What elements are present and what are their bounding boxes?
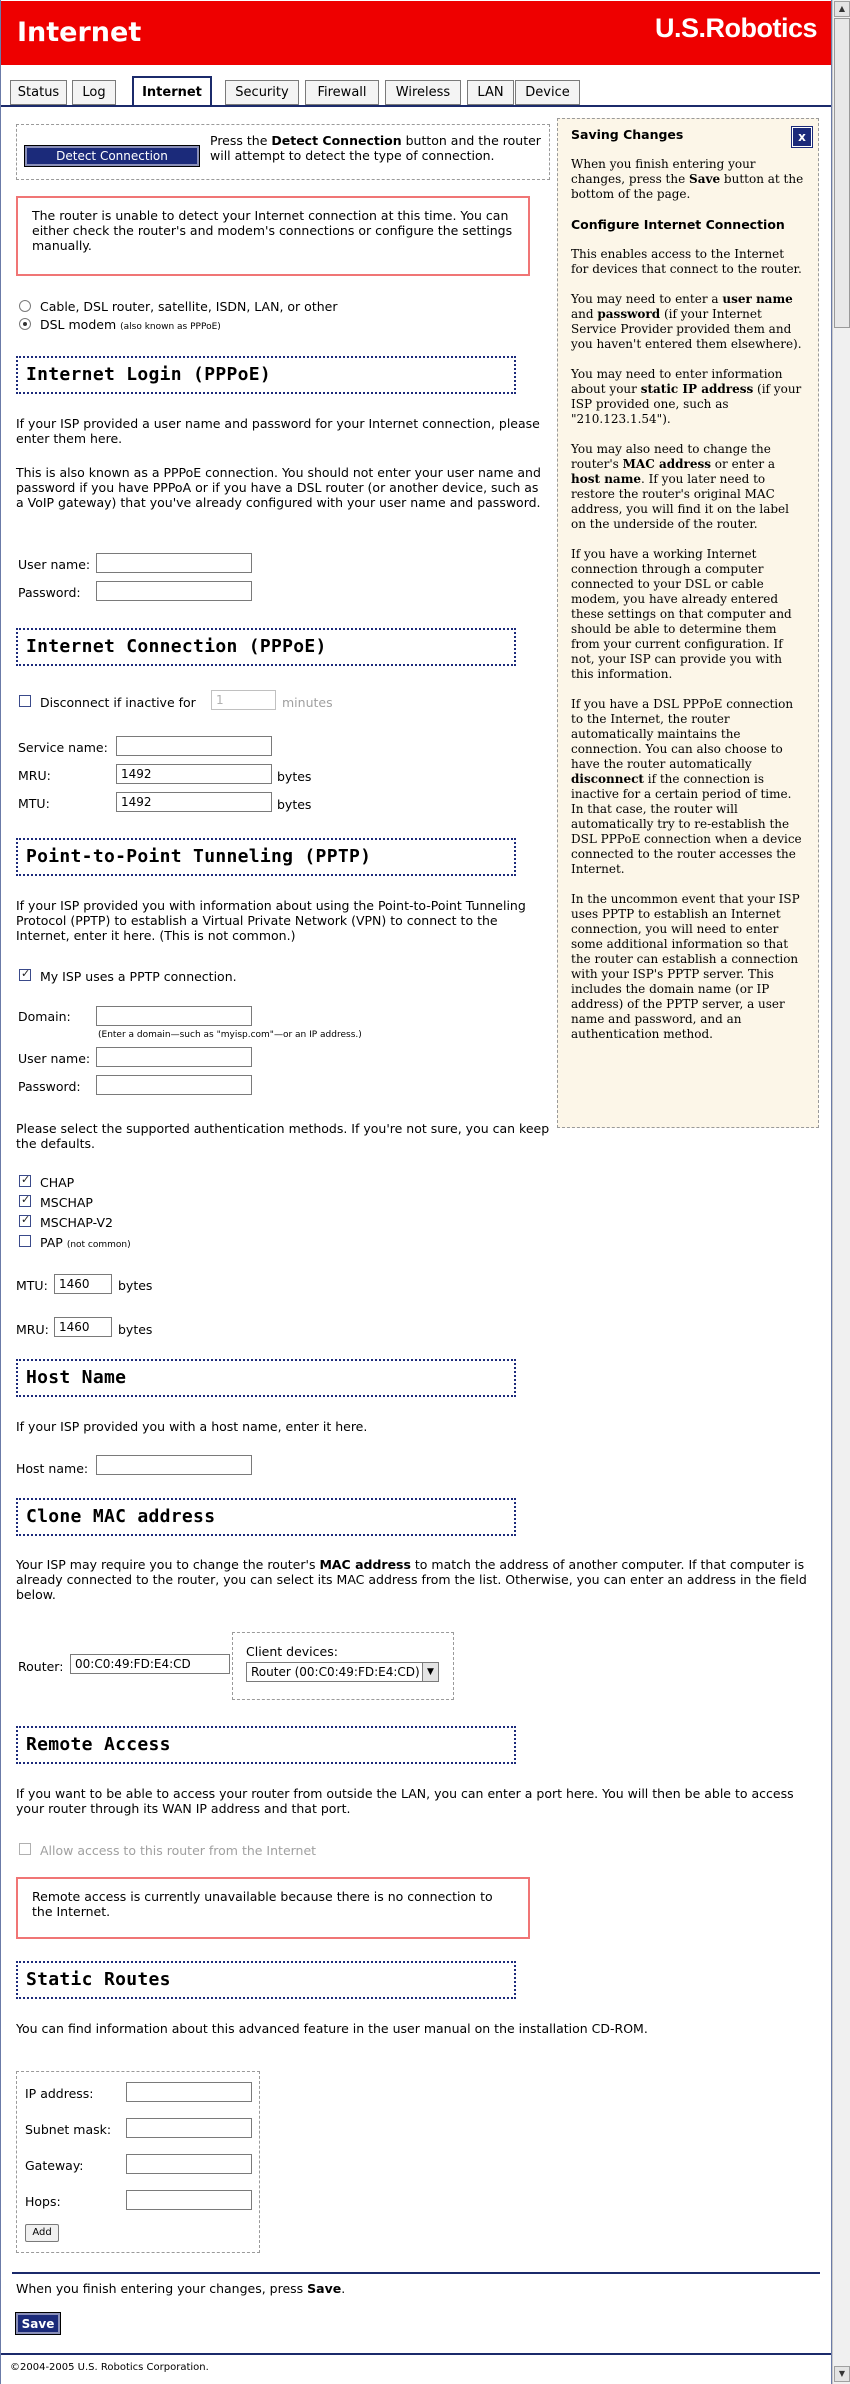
auth-mschapv2-label: MSCHAP-V2 xyxy=(40,1215,113,1230)
tab-underline xyxy=(1,105,831,107)
route-mask-label: Subnet mask: xyxy=(25,2122,112,2137)
pptp-domain-hint: (Enter a domain—such as "myisp.com"—or an IP address.) xyxy=(98,1030,362,1040)
help-paragraph-access: This enables access to the Internet for devices that connect to the router. xyxy=(571,247,802,276)
page-title: Internet xyxy=(17,17,142,48)
service-name-input[interactable] xyxy=(116,736,272,756)
detect-connection-panel xyxy=(16,124,550,180)
help-title: Saving Changes xyxy=(571,127,684,142)
tab-internet[interactable]: Internet xyxy=(132,76,212,107)
auth-mschapv2-checkbox[interactable] xyxy=(19,1215,31,1227)
pppoe-password-input[interactable] xyxy=(96,581,252,601)
pptp-username-label: User name: xyxy=(18,1051,91,1066)
save-button[interactable]: Save xyxy=(16,2313,60,2334)
disconnect-inactive-label: Disconnect if inactive for xyxy=(40,695,196,710)
pppoe-password-label: Password: xyxy=(18,585,81,600)
host-name-label: Host name: xyxy=(16,1461,89,1476)
pppoe-mru-unit: bytes xyxy=(277,769,312,784)
disconnect-minutes-unit: minutes xyxy=(282,695,333,710)
pppoe-mtu-unit: bytes xyxy=(277,797,312,812)
section-heading-remote-access: Remote Access xyxy=(16,1726,516,1764)
divider-top xyxy=(12,2272,820,2274)
client-devices-select[interactable] xyxy=(246,1662,439,1682)
pptp-auth-intro: Please select the supported authentication methods. If you're not sure, you can keep the defaults. xyxy=(16,1121,550,1151)
section-heading-clone-mac: Clone MAC address xyxy=(16,1498,516,1536)
scroll-down-icon[interactable]: ▼ xyxy=(834,2366,850,2382)
help-paragraph-credentials: You may need to enter a user name and password (if your Internet Service Provider provided them and you haven't entered them elsewhere). xyxy=(571,292,802,351)
clone-mac-intro: Your ISP may require you to change the router's MAC address to match the address of another computer. If that computer is already connected to the router, you can select its MAC address from the list. Otherwise, you can enter an address in the field below. xyxy=(16,1557,807,1602)
router-mac-label: Router: xyxy=(18,1659,64,1674)
auth-mschap-label: MSCHAP xyxy=(40,1195,93,1210)
client-devices-selected: Router (00:C0:49:FD:E4:CD) xyxy=(251,1665,420,1679)
section-heading-host-name: Host Name xyxy=(16,1359,516,1397)
pptp-domain-input[interactable] xyxy=(96,1006,252,1026)
auth-pap-checkbox[interactable] xyxy=(19,1235,31,1247)
pptp-mtu-unit: bytes xyxy=(118,1278,153,1293)
help-subheading: Configure Internet Connection xyxy=(571,217,785,232)
pppoe-mtu-input[interactable]: 1492 xyxy=(116,792,272,812)
route-ip-label: IP address: xyxy=(25,2086,94,2101)
help-sidebar xyxy=(557,118,819,1128)
tab-security[interactable]: Security xyxy=(225,80,299,105)
remote-access-warning: Remote access is currently unavailable because there is no connection to the Internet. xyxy=(16,1877,530,1939)
route-gateway-input[interactable] xyxy=(126,2154,252,2174)
detect-warning: The router is unable to detect your Internet connection at this time. You can either check the router's and modem's connections or configure the settings manually. xyxy=(16,196,530,276)
auth-pap-label: PAP (not common) xyxy=(40,1235,131,1250)
auth-mschap-checkbox[interactable] xyxy=(19,1195,31,1207)
pppoe-username-input[interactable] xyxy=(96,553,252,573)
detect-connection-text: Press the Detect Connection button and the router will attempt to detect the type of connection. xyxy=(210,133,541,163)
route-ip-input[interactable] xyxy=(126,2082,252,2102)
radio-dsl-modem[interactable] xyxy=(19,318,31,330)
section-heading-internet-login: Internet Login (PPPoE) xyxy=(16,356,516,394)
auth-chap-label: CHAP xyxy=(40,1175,75,1190)
pptp-mru-label: MRU: xyxy=(16,1322,49,1337)
pppoe-mru-label: MRU: xyxy=(18,768,51,783)
pptp-mtu-input[interactable]: 1460 xyxy=(54,1274,112,1294)
finish-text: When you finish entering your changes, press Save. xyxy=(16,2281,346,2296)
tab-firewall[interactable]: Firewall xyxy=(305,80,379,105)
route-hops-input[interactable] xyxy=(126,2190,252,2210)
tab-device[interactable]: Device xyxy=(515,80,580,105)
pppoe-mtu-label: MTU: xyxy=(18,796,50,811)
radio-dsl-modem-label: DSL modem (also known as PPPoE) xyxy=(40,317,221,332)
add-route-button[interactable]: Add xyxy=(25,2224,59,2242)
remote-access-intro: If you want to be able to access your router from outside the LAN, you can enter a port here. You will then be able to access your router through its WAN IP address and that port. xyxy=(16,1786,794,1816)
scrollbar-thumb[interactable] xyxy=(834,18,850,328)
route-gateway-label: Gateway: xyxy=(25,2158,84,2173)
remote-access-label: Allow access to this router from the Internet xyxy=(40,1843,317,1858)
pptp-mru-unit: bytes xyxy=(118,1322,153,1337)
pppoe-username-label: User name: xyxy=(18,557,91,572)
section-heading-pptp: Point-to-Point Tunneling (PPTP) xyxy=(16,838,516,876)
divider-bottom xyxy=(1,2353,831,2355)
pptp-uses-label: My ISP uses a PPTP connection. xyxy=(40,969,237,984)
help-paragraph-saving: When you finish entering your changes, press the Save button at the bottom of the page. xyxy=(571,157,804,201)
help-paragraph-pptp: In the uncommon event that your ISP uses PPTP to establish an Internet connection, you will need to enter some additional information so that the router can establish a connection with your ISP's PPTP server. This includes the domain name (or IP address) of the PPTP server, a user name and password, and an authentication method. xyxy=(571,892,800,1041)
internet-login-note: This is also known as a PPPoE connection. You should not enter your user name and password if you have PPPoA or if you have a DSL router (or another device, such as a VoIP gateway) that you've already configured with your user name and password. xyxy=(16,465,541,510)
help-paragraph-static-ip: You may need to enter information about your static IP address (if your ISP provided one, such as "210.123.1.54"). xyxy=(571,367,802,426)
page-header xyxy=(1,1,831,65)
route-hops-label: Hops: xyxy=(25,2194,61,2209)
help-paragraph-pppoe: If you have a DSL PPPoE connection to the Internet, the router automatically maintains the connection. You can also choose to have the router automatically disconnect if the connection is inactive for a certain period of time. In that case, the router will automatically try to re-establish the DSL PPPoE connection when a device connected to the router accesses the Internet. xyxy=(571,697,802,876)
usrobotics-logo: U.S.Robotics xyxy=(654,13,817,43)
host-name-intro: If your ISP provided you with a host name, enter it here. xyxy=(16,1419,368,1434)
disconnect-minutes-input[interactable]: 1 xyxy=(211,690,276,710)
pptp-password-label: Password: xyxy=(18,1079,81,1094)
service-name-label: Service name: xyxy=(18,740,108,755)
pptp-uses-checkbox[interactable] xyxy=(19,969,31,981)
disconnect-inactive-checkbox[interactable] xyxy=(19,695,31,707)
vertical-scrollbar[interactable] xyxy=(832,0,850,2384)
pptp-mtu-label: MTU: xyxy=(16,1278,48,1293)
auth-chap-checkbox[interactable] xyxy=(19,1175,31,1187)
static-routes-intro: You can find information about this advanced feature in the user manual on the installation CD-ROM. xyxy=(16,2021,648,2036)
host-name-input[interactable] xyxy=(96,1455,252,1475)
tab-wireless[interactable]: Wireless xyxy=(385,80,461,105)
section-heading-static-routes: Static Routes xyxy=(16,1961,516,1999)
tab-lan[interactable]: LAN xyxy=(467,80,514,105)
radio-cable-label: Cable, DSL router, satellite, ISDN, LAN, or other xyxy=(40,299,338,314)
pptp-domain-label: Domain: xyxy=(18,1009,71,1024)
section-heading-internet-connection: Internet Connection (PPPoE) xyxy=(16,628,516,666)
pptp-username-input[interactable] xyxy=(96,1047,252,1067)
tab-status[interactable]: Status xyxy=(10,80,67,105)
scroll-up-icon[interactable]: ▲ xyxy=(834,1,850,17)
pptp-intro: If your ISP provided you with information about using the Point-to-Point Tunneling Protocol (PPTP) to establish a Virtual Private Network (VPN) to connect to the Internet, enter it here. (This is not common.) xyxy=(16,898,526,943)
help-paragraph-settings: If you have a working Internet connection through a computer connected to your DSL or cable modem, you have already entered these settings on that computer and should be able to determine them from your current configuration. If not, your ISP can provide you with this information. xyxy=(571,547,792,681)
route-mask-input[interactable] xyxy=(126,2118,252,2138)
internet-login-intro: If your ISP provided a user name and password for your Internet connection, please enter them here. xyxy=(16,416,540,446)
pptp-mru-input[interactable]: 1460 xyxy=(54,1317,112,1337)
remote-access-checkbox[interactable] xyxy=(19,1843,31,1855)
radio-cable[interactable] xyxy=(19,300,31,312)
pptp-password-input[interactable] xyxy=(96,1075,252,1095)
client-devices-label: Client devices: xyxy=(246,1644,338,1659)
footer-copyright: ©2004-2005 U.S. Robotics Corporation. xyxy=(10,2362,209,2373)
router-mac-input[interactable]: 00:C0:49:FD:E4:CD xyxy=(70,1654,230,1674)
tab-log[interactable]: Log xyxy=(72,80,116,105)
chevron-down-icon[interactable]: ▼ xyxy=(422,1663,438,1681)
detect-connection-button[interactable]: Detect Connection xyxy=(25,146,199,166)
pppoe-mru-input[interactable]: 1492 xyxy=(116,764,272,784)
help-paragraph-mac: You may also need to change the router's MAC address or enter a host name. If you later need to restore the router's original MAC address, you will find it on the label on the underside of the router. xyxy=(571,442,789,531)
close-icon[interactable]: x xyxy=(792,127,812,147)
